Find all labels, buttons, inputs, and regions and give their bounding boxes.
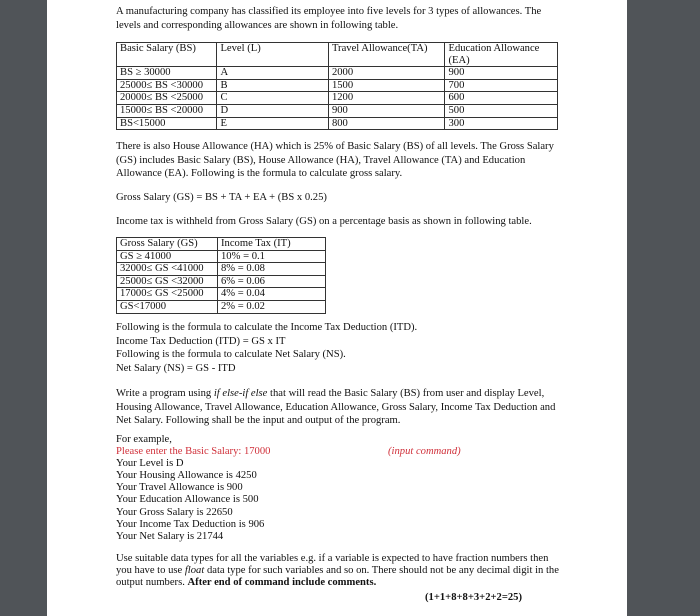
table-row (117, 263, 326, 276)
income-tax-table (116, 237, 326, 314)
text: output numbers. (116, 577, 188, 589)
table-row (117, 92, 558, 105)
cell: 700 (445, 79, 558, 92)
house-allowance-paragraph (116, 140, 554, 181)
output-line: Your Travel Allowance is 900 (116, 482, 243, 494)
table-row (117, 104, 558, 117)
paragraph-line: There is also House Allowance (HA) which is 25% of Basic Salary (BS) of all levels. The Gross Salary (116, 141, 554, 152)
paragraph-line: Net Salary. Following shall be the input and output of the program. (116, 415, 401, 427)
cell: 32000≤ GS <41000 (117, 263, 218, 276)
formula-line: Income Tax Deduction (ITD) = GS x IT (116, 335, 286, 347)
cell: 900 (445, 67, 558, 80)
text: you have to use (116, 565, 185, 577)
cell: 25000≤ GS <32000 (117, 275, 218, 288)
cell: 6% = 0.06 (218, 275, 326, 288)
output-line: Your Housing Allowance is 4250 (116, 470, 257, 482)
table-row (117, 300, 326, 313)
table-row (117, 117, 558, 130)
header-cell: Income Tax (IT) (218, 238, 326, 251)
cell: 1200 (328, 92, 445, 105)
cell: 17000≤ GS <25000 (117, 288, 218, 301)
cell: 300 (445, 117, 558, 130)
output-line: Your Income Tax Deduction is 906 (116, 518, 265, 530)
table-row (117, 250, 326, 263)
cell: E (217, 117, 329, 130)
cell: C (217, 92, 329, 105)
input-prompt: Please enter the Basic Salary: 17000 (116, 446, 271, 458)
table-header-row (117, 238, 326, 251)
emphasis: if else-if else (213, 388, 268, 399)
allowance-table (116, 42, 558, 130)
cell: 4% = 0.04 (218, 288, 326, 301)
cell: A (217, 67, 329, 80)
paragraph-line (116, 577, 559, 589)
table-header-row (117, 43, 558, 67)
table-row (117, 288, 326, 301)
formula-line: Following is the formula to calculate Net Salary (NS). (116, 349, 346, 361)
cell: 8% = 0.08 (218, 263, 326, 276)
text: Write a program using (116, 388, 214, 399)
cell: 20000≤ BS <25000 (117, 92, 217, 105)
cell: 600 (445, 92, 558, 105)
task-paragraph (116, 387, 555, 428)
intro-line: levels and corresponding allowances are shown in following table. (116, 19, 399, 31)
paragraph-line (116, 387, 555, 401)
intro-line: A manufacturing company has classified its employee into five levels for 3 types of allowances. The (116, 6, 542, 17)
cell: 2000 (328, 67, 445, 80)
emphasis: float (184, 565, 205, 577)
marks-breakdown: (1+1+8+8+3+2+2=25) (425, 592, 522, 603)
cell: 10% = 0.1 (218, 250, 326, 263)
cell: B (217, 79, 329, 92)
paragraph-line: Use suitable data types for all the variables e.g. if a variable is expected to have fraction numbers then (116, 553, 549, 564)
cell: 500 (445, 104, 558, 117)
header-cell: Basic Salary (BS) (117, 43, 217, 67)
cell: BS ≥ 30000 (117, 67, 217, 80)
cell: D (217, 104, 329, 117)
intro-paragraph (116, 5, 541, 32)
table-row (117, 79, 558, 92)
input-line (116, 446, 461, 458)
input-note: (input command) (388, 446, 461, 458)
output-line: Your Level is D (116, 458, 184, 470)
cell: 2% = 0.02 (218, 300, 326, 313)
table-row (117, 275, 326, 288)
cell: GS<17000 (117, 300, 218, 313)
formula-line: Following is the formula to calculate the Income Tax Deduction (ITD). (116, 322, 418, 333)
output-line: Your Gross Salary is 22650 (116, 506, 233, 518)
cell: 25000≤ BS <30000 (117, 79, 217, 92)
cell: 900 (328, 104, 445, 117)
paragraph-line: (GS) includes Basic Salary (BS), House Allowance (HA), Travel Allowance (TA) and Education (116, 154, 526, 166)
cell: 1500 (328, 79, 445, 92)
example-block (116, 434, 461, 543)
text: that will read the Basic Salary (BS) from user and display Level, (267, 388, 545, 399)
paragraph-line: Housing Allowance, Travel Allowance, Education Allowance, Gross Salary, Income Tax Deduction and (116, 401, 556, 413)
bold-text: After end of command include comments. (187, 577, 377, 589)
paragraph-line (116, 565, 559, 577)
output-line: Your Education Allowance is 500 (116, 494, 259, 506)
cell: BS<15000 (117, 117, 217, 130)
tax-intro: Income tax is withheld from Gross Salary (GS) on a percentage basis as shown in following table. (116, 216, 532, 227)
gross-salary-formula: Gross Salary (GS) = BS + TA + EA + (BS x 0.25) (116, 192, 327, 203)
cell: 15000≤ BS <20000 (117, 104, 217, 117)
example-label: For example, (116, 434, 172, 445)
closing-paragraph (116, 553, 559, 589)
header-cell: Travel Allowance(TA) (328, 43, 445, 67)
cell: 800 (328, 117, 445, 130)
header-cell: Level (L) (217, 43, 329, 67)
paragraph-line: Allowance (EA). Following is the formula to calculate gross salary. (116, 168, 403, 180)
formula-line: Net Salary (NS) = GS - ITD (116, 362, 236, 374)
formulas-block (116, 321, 417, 375)
output-line: Your Net Salary is 21744 (116, 530, 224, 542)
document-page (47, 0, 627, 616)
header-cell: Gross Salary (GS) (117, 238, 218, 251)
cell: GS ≥ 41000 (117, 250, 218, 263)
text: data type for such variables and so on. There should not be any decimal digit in the (204, 565, 559, 577)
header-cell: Education Allowance (EA) (445, 43, 558, 67)
table-row (117, 67, 558, 80)
